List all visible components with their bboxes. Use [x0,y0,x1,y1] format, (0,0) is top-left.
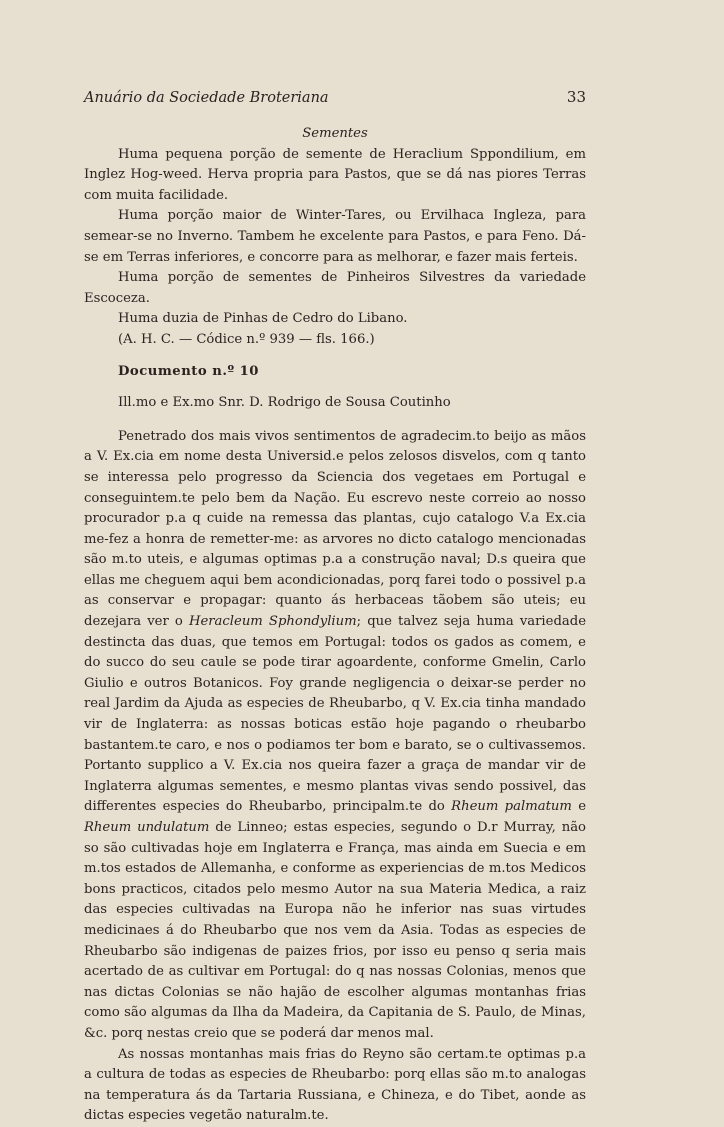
page-body [84,124,586,1127]
species-name: Rheum palmatum [451,799,572,815]
section-title: Sementes [302,126,368,141]
letter-text: ; que talvez seja huma variedade destincta das duas, que temos em Portugal: todos os gados as comem, e do succo do seu caule se pode tirar agoardente, conforme Gmelin, Carlo Giulio e outros Botanicos. Foy grande negligencia o deixar-se perder no real Jardim da Ajuda as especies de Rheubarbo, q V. Ex.cia tinha mandado vir de Inglaterra: as nossas boticas estão hoje pagando o rheubarbo bastantem.te caro, e nos o podiamos ter bom e barato, se o cultivassemos. Portanto supplico a V. Ex.cia nos queira fazer a graça de mandar vir de Inglaterra algumas sementes, e mesmo plantas vivas sendo possivel, das differentes especies do Rheubarbo, principalm.te do [84,614,587,815]
letter-text: Penetrado dos mais vivos sentimentos de agradecim.to beijo as mãos a V. Ex.cia em nome desta Universid.e pelos zelosos disvelos, com q tanto se interessa pelo progresso da Sciencia dos vegetaes em Portugal e conseguintem.te pelo bem da Nação. Eu escrevo neste correio ao nosso procurador p.a q cuide na remessa das plantas, cujo catalogo V.a Ex.cia me-fez a honra de remetter-me: as arvores no dicto catalogo mencionadas são m.to uteis, e algumas optimas p.a a construção naval; D.s queira que ellas me cheguem aqui bem acondicionadas, porq farei todo o possivel p.a as conservar e propagar: quanto ás herbaceas tãobem são uteis; eu dezejara ver o [84,428,586,630]
page-number: 33 [566,88,586,106]
letter-paragraph: As nossas montanhas mais frias do Reyno são certam.te optimas p.a a cultura de todas as especies de Rheubarbo: porq ellas são m.to analogas na temperatura ás da Tartaria Russiana, e Chineza, e do Tibet, aonde as dictas especies vegetão naturalm.te. [84,1046,586,1124]
page-header [84,88,586,112]
seed-item: Huma duzia de Pinhas de Cedro do Libano. [118,311,408,327]
species-name: Heracleum Sphondylium [188,614,357,630]
letter-paragraph [84,427,586,1045]
seed-item: Huma pequena porção de semente de Heraclium Sppondilium, em Inglez Hog-weed. Herva propria para Pastos, que se dá nas piores Terras com muita facilidade. [84,146,586,203]
letter-text: e [578,799,586,815]
archive-citation: (A. H. C. — Códice n.º 939 — fls. 166.) [118,331,375,347]
journal-title: Anuário da Sociedade Broteriana [84,90,329,106]
letter-text: de Linneo; estas especies, segundo o D.r Murray, não so são cultivadas hoje em Inglaterra e França, mas ainda em Suecia e em m.tos estados de Allemanha, e conforme as experiencias de m.tos Medicos bons practicos, citados pelo mesmo Autor na sua Materia Medica, a raiz das especies cultivadas na Europa não he inferior nas suas virtudes medicinaes á do Rheubarbo que nos vem da Asia. Todas as especies de Rheubarbo são indigenas de paizes frios, por isso eu penso q seria mais acertado de as cultivar em Portugal: do q nas nossas Colonias, menos que nas dictas Colonias se não hajão de escolher algumas montanhas frias como são algumas da Ilha da Madeira, da Capitania de S. Paulo, de Minas, &c. porq nestas creio que se poderá dar menos mal. [84,820,586,1041]
species-name: Rheum undulatum [84,820,210,835]
document-title: Documento n.º 10 [118,363,259,379]
seed-item: Huma porção maior de Winter-Tares, ou Ervilhaca Ingleza, para semear-se no Inverno. Tambem he excelente para Pastos, e para Feno. Dá-se em Terras inferiores, e concorre para as melhorar, e fazer mais ferteis. [84,208,586,265]
seed-item: Huma porção de sementes de Pinheiros Silvestres da variedade Escoceza. [84,270,586,306]
addressee: Ill.mo e Ex.mo Snr. D. Rodrigo de Sousa Coutinho [118,395,451,411]
